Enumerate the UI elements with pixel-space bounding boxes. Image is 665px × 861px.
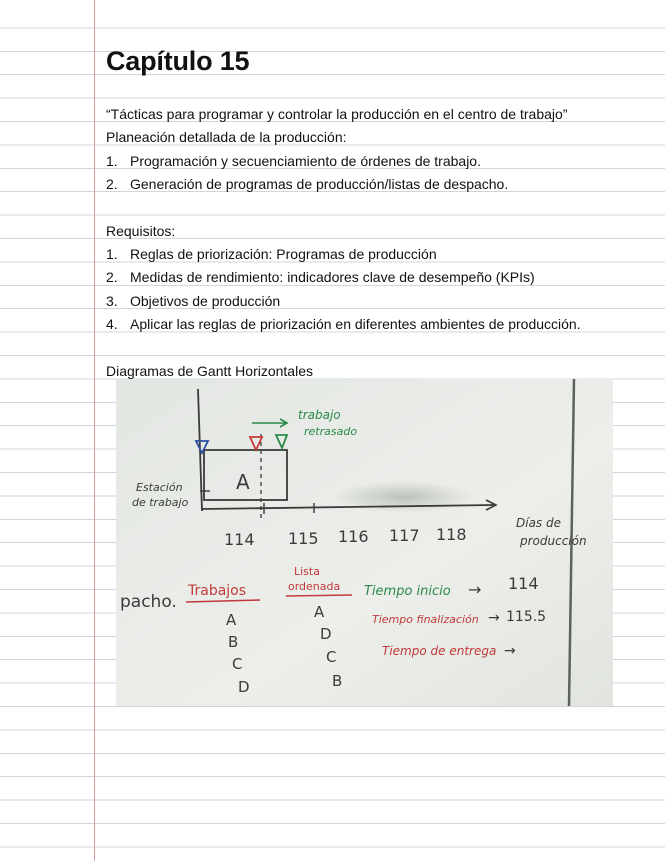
list-text: Objetivos de producción bbox=[130, 293, 281, 309]
list-text: Programación y secuenciamiento de órdenes de trabajo. bbox=[130, 153, 481, 169]
ordered-heading-line2: ordenada bbox=[288, 580, 341, 593]
x-tick-label: 117 bbox=[389, 526, 420, 545]
finish-time-value: 115.5 bbox=[506, 609, 547, 625]
requirement-item bbox=[106, 316, 581, 332]
board-smudge bbox=[334, 481, 474, 513]
list-number: 4. bbox=[106, 316, 118, 332]
list-text: Generación de programas de producción/listas de despacho. bbox=[130, 176, 509, 192]
ordered-heading-underline bbox=[286, 595, 352, 596]
due-time-arrow: → bbox=[504, 643, 516, 659]
x-tick-label: 116 bbox=[338, 527, 369, 546]
page-title: Capítulo 15 bbox=[106, 46, 250, 76]
list-number: 3. bbox=[106, 293, 118, 309]
gantt-bar-label: A bbox=[236, 470, 250, 494]
list-number: 1. bbox=[106, 246, 118, 262]
ordered-item: D bbox=[320, 625, 332, 643]
x-axis-label-line1: Días de bbox=[516, 516, 561, 530]
job-item: D bbox=[238, 678, 250, 696]
requirement-item bbox=[106, 269, 535, 285]
requirements-heading: Requisitos: bbox=[106, 223, 176, 239]
x-tick-label: 114 bbox=[224, 530, 255, 549]
ordered-item: A bbox=[314, 603, 325, 621]
list-text: Medidas de rendimiento: indicadores clave de desempeño (KPIs) bbox=[130, 269, 535, 285]
list-number: 1. bbox=[106, 153, 118, 169]
job-item: A bbox=[226, 611, 237, 629]
y-axis-label-line1: Estación bbox=[136, 481, 183, 494]
job-item: C bbox=[232, 655, 243, 673]
ordered-item: C bbox=[326, 648, 337, 666]
y-axis-label-line2: de trabajo bbox=[132, 496, 189, 509]
planning-heading: Planeación detallada de la producción: bbox=[106, 129, 347, 145]
ordered-heading-line1: Lista bbox=[294, 565, 320, 578]
late-job-note-line2: retrasado bbox=[304, 425, 358, 438]
list-number: 2. bbox=[106, 176, 118, 192]
x-tick-label: 118 bbox=[436, 525, 467, 544]
due-time-label: Tiempo de entrega bbox=[382, 644, 497, 658]
requirement-item bbox=[106, 293, 280, 309]
requirement-item bbox=[106, 246, 437, 262]
gantt-heading: Diagramas de Gantt Horizontales bbox=[106, 363, 313, 379]
planning-item bbox=[106, 176, 508, 192]
ordered-item: B bbox=[332, 672, 343, 690]
start-time-arrow: → bbox=[468, 580, 482, 599]
start-time-value: 114 bbox=[508, 574, 539, 593]
x-tick-label: 115 bbox=[288, 529, 319, 548]
list-text: Reglas de priorización: Programas de producción bbox=[130, 246, 437, 262]
start-time-label: Tiempo inicio bbox=[364, 584, 451, 599]
list-text: Aplicar las reglas de priorización en diferentes ambientes de producción. bbox=[130, 316, 581, 332]
left-fragment-text: pacho. bbox=[120, 592, 177, 612]
x-axis-label-line2: producción bbox=[520, 534, 587, 548]
jobs-heading: Trabajos bbox=[188, 583, 247, 599]
late-job-note-line1: trabajo bbox=[298, 408, 341, 422]
whiteboard-photo bbox=[116, 379, 613, 706]
finish-time-label: Tiempo finalización bbox=[372, 613, 479, 626]
finish-time-arrow: → bbox=[488, 610, 500, 626]
subtitle-quote: “Tácticas para programar y controlar la producción en el centro de trabajo” bbox=[106, 106, 568, 122]
planning-item bbox=[106, 153, 481, 169]
job-item: B bbox=[228, 633, 239, 651]
list-number: 2. bbox=[106, 269, 118, 285]
notebook-margin-line bbox=[94, 0, 95, 861]
